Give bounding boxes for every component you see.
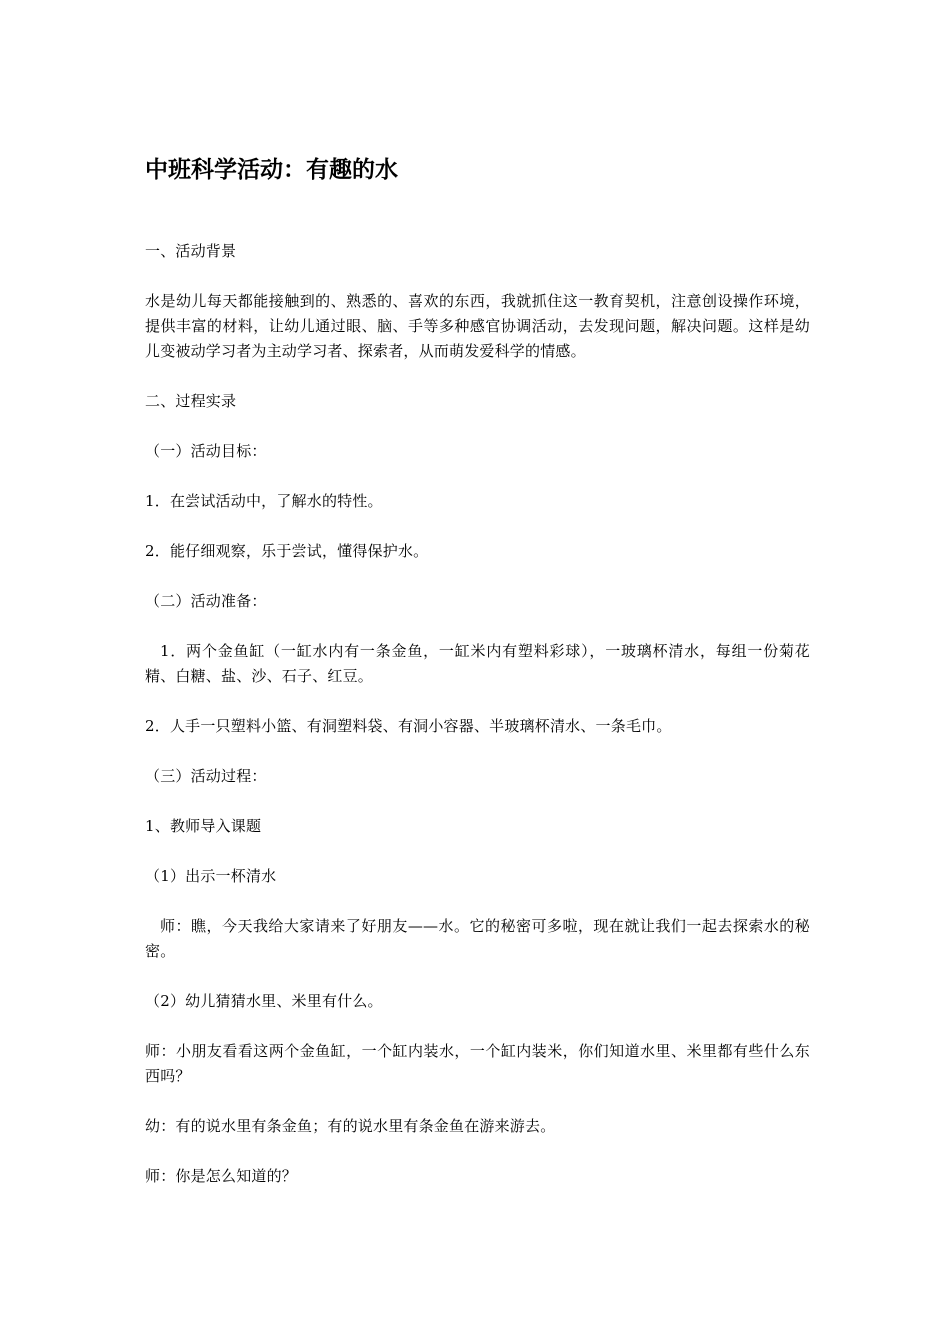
teacher-dialogue-2: 师：小朋友看看这两个金鱼缸，一个缸内装水，一个缸内装米，你们知道水里、米里都有些什么东西吗？: [145, 1042, 810, 1085]
paragraph-background: 水是幼儿每天都能接触到的、熟悉的、喜欢的东西，我就抓住这一教育契机，注意创设操作环境，提供丰富的材料，让幼儿通过眼、脑、手等多种感官协调活动，去发现问题，解决问题。这样是幼儿变被动学习者为主动学习者、探索者，从而萌发爱科学的情感。: [145, 292, 810, 360]
subheading-preparation: （二）活动准备：: [145, 592, 267, 610]
document-body: [145, 150, 810, 1214]
preparation-item-1: 1．两个金鱼缸（一缸水内有一条金鱼，一缸米内有塑料彩球），一玻璃杯清水，每组一份菊花精、白糖、盐、沙、石子、红豆。: [145, 642, 810, 685]
goal-item-1: 1．在尝试活动中，了解水的特性。: [145, 492, 383, 510]
teacher-dialogue-3: 师：你是怎么知道的？: [145, 1167, 298, 1185]
section-heading-background: 一、活动背景: [145, 242, 237, 260]
section-heading-process: 二、过程实录: [145, 392, 237, 410]
procedure-substep-1: （1）出示一杯清水: [145, 867, 277, 885]
child-dialogue-1: 幼：有的说水里有条金鱼；有的说水里有条金鱼在游来游去。: [145, 1117, 556, 1135]
procedure-substep-2: （2）幼儿猜猜水里、米里有什么。: [145, 992, 383, 1010]
teacher-dialogue-1: 师：瞧，今天我给大家请来了好朋友——水。它的秘密可多啦，现在就让我们一起去探索水的秘密。: [145, 917, 810, 960]
preparation-item-2: 2．人手一只塑料小篮、有洞塑料袋、有洞小容器、半玻璃杯清水、一条毛巾。: [145, 717, 672, 735]
goal-item-2: 2．能仔细观察，乐于尝试，懂得保护水。: [145, 542, 429, 560]
procedure-step-1: 1、教师导入课题: [145, 817, 262, 835]
subheading-goals: （一）活动目标：: [145, 442, 267, 460]
subheading-procedure: （三）活动过程：: [145, 767, 267, 785]
document-title: 中班科学活动：有趣的水: [145, 157, 398, 183]
